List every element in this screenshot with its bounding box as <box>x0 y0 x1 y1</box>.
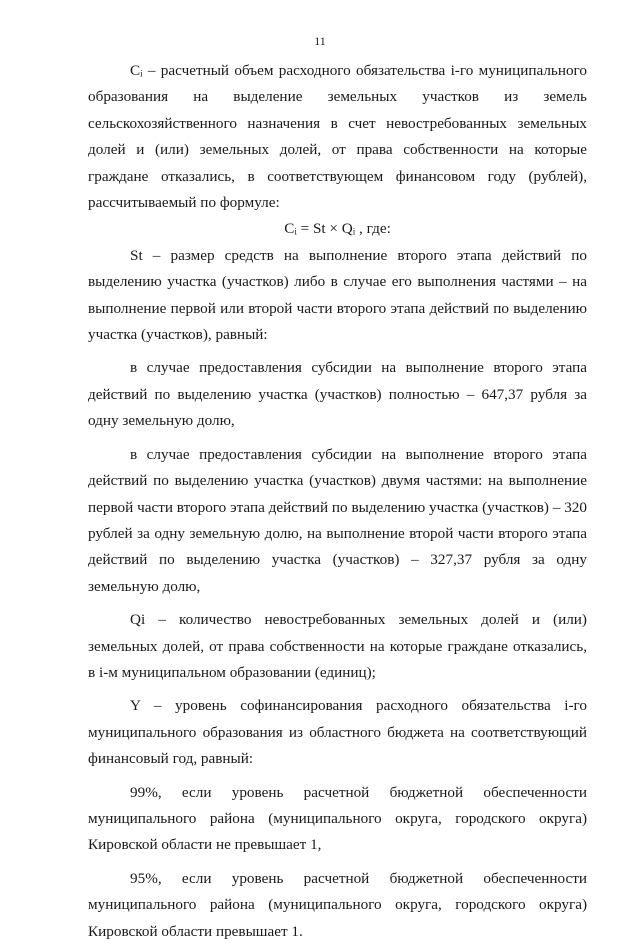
page-number: 11 <box>314 34 326 48</box>
paragraph-qi-definition: Qi – количество невостребованных земельных долей и (или) земельных долей, от права собственности на которые граждане отказались, в i-м муниципальном образовании (единиц); <box>88 611 587 681</box>
paragraph-st-definition: St – размер средств на выполнение второго этапа действий по выделению участка (участков) либо в случае его выполнения частями – на выполнение первой или второй части второго этапа действий по выделению участка (участков), равный: <box>88 246 587 344</box>
formula: Cᵢ = St × Qᵢ , где: <box>284 220 391 238</box>
paragraph-full-subsidy: в случае предоставления субсидии на выполнение второго этапа действий по выделению участка (участков) полностью – 647,37 рубля за одну земельную долю, <box>88 359 587 430</box>
paragraph-y-definition: Y – уровень софинансирования расходного обязательства i-го муниципального образования из областного бюджета на соответствующий финансовый год, равный: <box>88 697 587 768</box>
document-body <box>88 58 587 945</box>
paragraph-ci-definition: Cᵢ – расчетный объем расходного обязательства i-го муниципального образования на выделение земельных участков из земель сельскохозяйственного назначения в счет невостребованных земельных долей и (или) земельных долей, от права собственности на которые граждане отказались, в соответствующем финансовом году (рублей), рассчитываемый по формуле: <box>88 62 587 212</box>
paragraph-two-part-subsidy: в случае предоставления субсидии на выполнение второго этапа действий по выделению участка (участков) двумя частями: на выполнение первой части второго этапа действий по выделению участка (участков) – 320 рублей за одну земельную долю, на выполнение второй части второго этапа действий по выделению участка (участков) – 327,37 рубля за одну земельную долю, <box>88 445 587 595</box>
paragraph-95-percent: 95%, если уровень расчетной бюджетной обеспеченности муниципального района (муниципального округа, городского округа) Кировской области превышает 1. <box>88 869 587 940</box>
paragraph-99-percent: 99%, если уровень расчетной бюджетной обеспеченности муниципального района (муниципального округа, городского округа) Кировской области не превышает 1, <box>88 783 587 854</box>
